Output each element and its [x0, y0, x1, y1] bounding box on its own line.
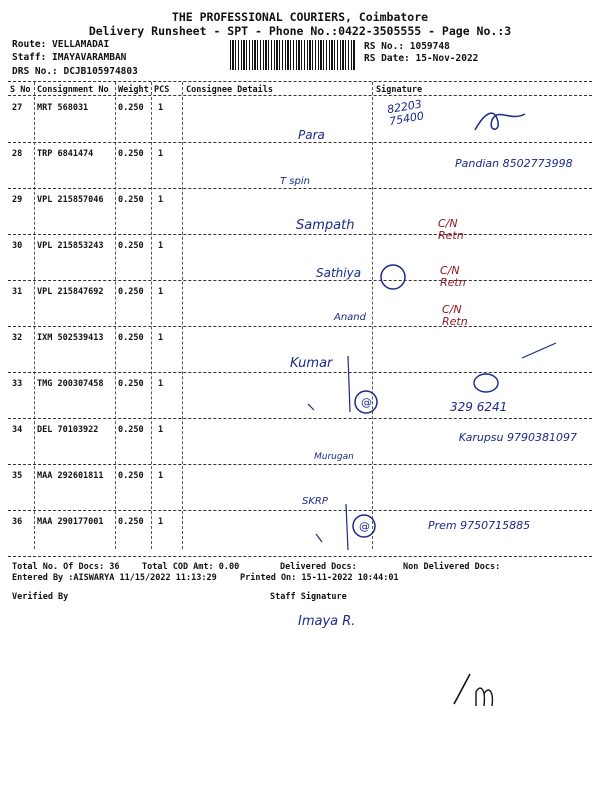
- row-pcs: 1: [158, 195, 164, 205]
- handwritten-consignee: Sathiya: [316, 266, 362, 280]
- row-sno: 33: [12, 379, 23, 389]
- handwritten-status: C/N Retn: [442, 303, 468, 328]
- non-delivered-docs: Non Delivered Docs:: [403, 562, 501, 572]
- col-header-sno: S No: [10, 85, 31, 95]
- row-divider: [8, 188, 592, 189]
- pen-bracket: [300, 352, 390, 422]
- row-weight: 0.250: [118, 425, 144, 435]
- pen-bracket: [310, 498, 380, 558]
- barcode-image: [230, 40, 355, 70]
- row-weight: 0.250: [118, 241, 144, 251]
- verified-by-label: Verified By: [12, 592, 69, 602]
- row-pcs: 1: [158, 103, 164, 113]
- handwritten-consignee: Murugan: [314, 452, 354, 462]
- handwritten-consignee: Anand: [334, 312, 366, 323]
- row-consignment: MAA 292601811: [37, 471, 104, 481]
- handwritten-signature: Prem 9750715885: [428, 519, 531, 532]
- col-header-pcs: PCS: [154, 85, 170, 95]
- handwritten-consignee: Para: [298, 128, 325, 142]
- stamp-circle: [378, 262, 408, 292]
- row-divider: [8, 464, 592, 465]
- row-sno: 29: [12, 195, 23, 205]
- row-sno: 30: [12, 241, 23, 251]
- staff-signature-label: Staff Signature: [270, 592, 347, 602]
- col-header-consignee: Consignee Details: [186, 85, 273, 95]
- row-consignment: TRP 6841474: [37, 149, 94, 159]
- row-weight: 0.250: [118, 333, 144, 343]
- row-pcs: 1: [158, 425, 164, 435]
- handwritten-signature: 329 6241: [450, 400, 508, 414]
- row-weight: 0.250: [118, 149, 144, 159]
- handwritten-consignee: T spin: [280, 176, 310, 187]
- col-divider: [34, 82, 35, 549]
- pen-mark: [450, 670, 500, 710]
- handwritten-consignee: SKRP: [302, 496, 328, 507]
- handwritten-consignee: Kumar: [290, 356, 333, 371]
- staff-handwritten-signature: Imaya R.: [298, 614, 356, 629]
- row-weight: 0.250: [118, 195, 144, 205]
- row-divider: [8, 510, 592, 511]
- handwritten-signature: 82203 75400: [386, 97, 425, 129]
- row-consignment: IXM 502539413: [37, 333, 104, 343]
- col-divider: [151, 82, 152, 549]
- drs-number: DRS No.: DCJB105974803: [12, 66, 138, 77]
- row-pcs: 1: [158, 471, 164, 481]
- table-bottom-rule: [8, 556, 592, 557]
- row-consignment: MAA 290177001: [37, 517, 104, 527]
- col-header-weight: Weight: [118, 85, 149, 95]
- row-pcs: 1: [158, 517, 164, 527]
- row-weight: 0.250: [118, 471, 144, 481]
- row-sno: 31: [12, 287, 23, 297]
- row-pcs: 1: [158, 287, 164, 297]
- rs-number: RS No.: 1059748: [364, 41, 450, 52]
- pen-stroke: [520, 340, 560, 360]
- handwritten-signature: Karupsu 9790381097: [458, 431, 577, 444]
- table-top-rule: [8, 81, 592, 82]
- table-header-rule: [8, 95, 592, 96]
- row-divider: [8, 326, 592, 327]
- handwritten-status: C/N Retn: [438, 217, 464, 242]
- signature-scribble: [470, 102, 530, 138]
- row-weight: 0.250: [118, 287, 144, 297]
- row-sno: 34: [12, 425, 23, 435]
- runsheet-subtitle: Delivery Runsheet - SPT - Phone No.:0422-3505555 - Page No.:3: [88, 24, 512, 38]
- handwritten-consignee: Sampath: [296, 218, 355, 233]
- entered-by: Entered By :AISWARYA 11/15/2022 11:13:29: [12, 573, 217, 583]
- row-divider: [8, 142, 592, 143]
- row-weight: 0.250: [118, 379, 144, 389]
- row-pcs: 1: [158, 379, 164, 389]
- col-header-signature: Signature: [376, 85, 423, 95]
- row-sno: 27: [12, 103, 23, 113]
- rs-date: RS Date: 15-Nov-2022: [364, 53, 479, 64]
- handwritten-status: C/N Retn: [440, 264, 466, 289]
- col-divider: [182, 82, 183, 549]
- col-divider: [115, 82, 116, 549]
- row-weight: 0.250: [118, 103, 144, 113]
- row-sno: 32: [12, 333, 23, 343]
- total-cod: Total COD Amt: 0.00: [142, 562, 240, 572]
- delivered-docs: Delivered Docs:: [280, 562, 357, 572]
- route-label: Route: VELLAMADAI: [12, 39, 110, 50]
- printed-on: Printed On: 15-11-2022 10:44:01: [240, 573, 399, 583]
- total-docs: Total No. Of Docs: 36: [12, 562, 120, 572]
- row-consignment: VPL 215853243: [37, 241, 104, 251]
- col-header-consignment: Consignment No: [37, 85, 109, 95]
- handwritten-signature: Pandian 8502773998: [455, 157, 573, 170]
- runsheet-title: THE PROFESSIONAL COURIERS, Coimbatore: [171, 10, 429, 24]
- row-pcs: 1: [158, 241, 164, 251]
- row-consignment: DEL 70103922: [37, 425, 99, 435]
- svg-text:@: @: [361, 396, 372, 409]
- col-divider: [372, 82, 373, 549]
- row-divider: [8, 234, 592, 235]
- row-consignment: MRT 568031: [37, 103, 89, 113]
- row-consignment: TMG 200307458: [37, 379, 104, 389]
- stamp-circle: [472, 370, 502, 396]
- row-pcs: 1: [158, 149, 164, 159]
- row-consignment: VPL 215857046: [37, 195, 104, 205]
- row-divider: [8, 280, 592, 281]
- row-weight: 0.250: [118, 517, 144, 527]
- row-consignment: VPL 215847692: [37, 287, 104, 297]
- svg-text:@: @: [359, 520, 370, 533]
- row-sno: 28: [12, 149, 23, 159]
- staff-label: Staff: IMAYAVARAMBAN: [12, 52, 127, 63]
- row-sno: 35: [12, 471, 23, 481]
- row-pcs: 1: [158, 333, 164, 343]
- row-sno: 36: [12, 517, 23, 527]
